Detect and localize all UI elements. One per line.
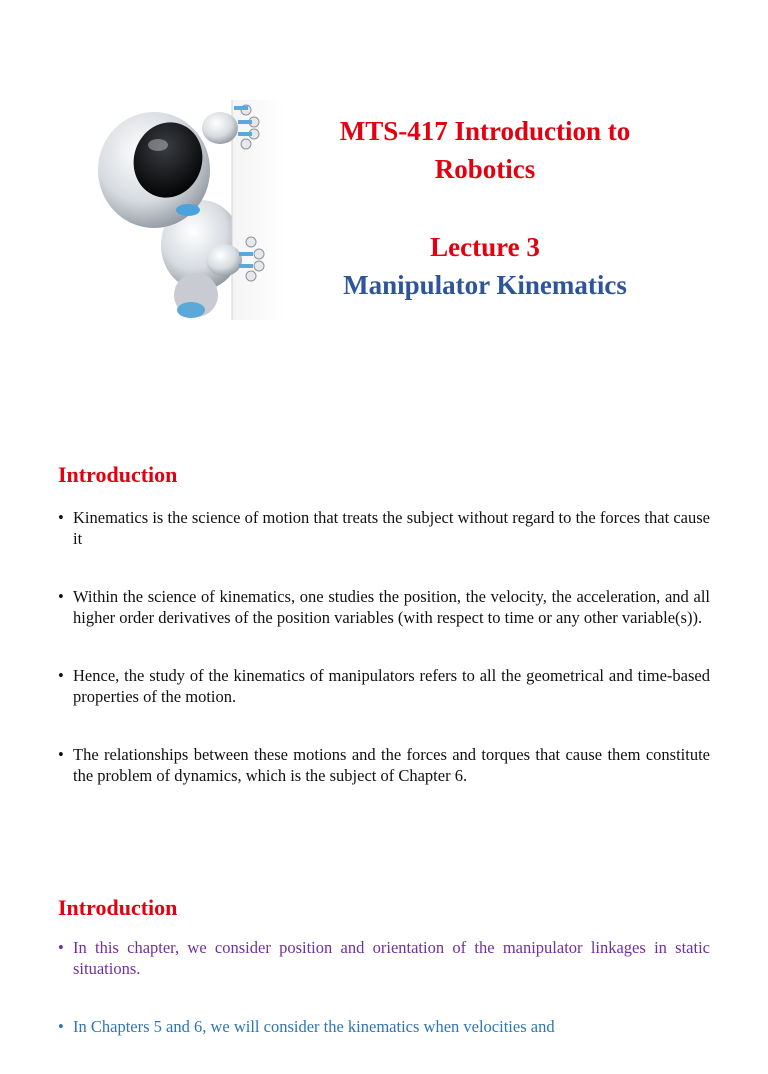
list-item: • In Chapters 5 and 6, we will consider the kinematics when velocities and	[58, 1016, 710, 1037]
course-title-line-1: MTS-417 Introduction to	[339, 116, 631, 146]
list-item: • The relationships between these motions and the forces and torques that cause them constitute the problem of dynamics, which is the subject of Chapter 6.	[58, 744, 710, 786]
intro-slide-1	[0, 430, 768, 865]
list-item: • Within the science of kinematics, one studies the position, the velocity, the acceleration, and all higher order derivatives of the position variables (with respect to time or any other variable(s)).	[58, 586, 710, 628]
title-block	[300, 112, 670, 304]
title-slide	[0, 0, 768, 430]
list-item: • Kinematics is the science of motion that treats the subject without regard to the forces that cause it	[58, 507, 710, 549]
robot-illustration	[96, 100, 286, 320]
lecture-subtitle: Manipulator Kinematics	[343, 270, 627, 300]
lecture-number: Lecture 3	[430, 232, 540, 262]
bullet-list	[58, 937, 710, 1074]
bullet-list	[58, 507, 710, 823]
slide-heading: Introduction	[58, 462, 178, 487]
list-item: • Hence, the study of the kinematics of manipulators refers to all the geometrical and time-based properties of the motion.	[58, 665, 710, 707]
intro-slide-2	[0, 865, 768, 1036]
slide-heading: Introduction	[58, 895, 178, 920]
course-title-line-2: Robotics	[434, 154, 536, 184]
list-item: • In this chapter, we consider position and orientation of the manipulator linkages in static situations.	[58, 937, 710, 979]
